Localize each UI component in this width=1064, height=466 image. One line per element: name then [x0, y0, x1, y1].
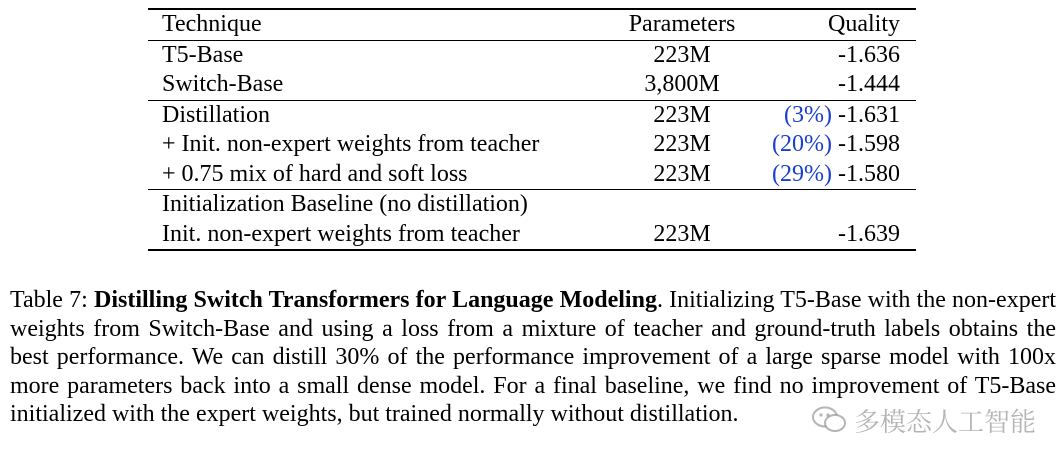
- table-body: [148, 41, 916, 250]
- table-row: [148, 190, 916, 220]
- header-technique: Technique: [162, 11, 262, 38]
- cell-quality: [772, 101, 916, 130]
- cell-parameters: 223M: [653, 220, 711, 247]
- cell-improvement-percent: (3%): [784, 101, 832, 128]
- header-quality: Quality: [828, 11, 900, 38]
- cell-quality-value: -1.580: [838, 160, 900, 187]
- cell-technique: Switch-Base: [162, 71, 284, 98]
- cell-technique: T5-Base: [162, 41, 244, 68]
- cell-parameters: 223M: [653, 160, 711, 187]
- cell-quality: [772, 130, 916, 159]
- table-row: [148, 41, 916, 71]
- bottom-rule: [148, 249, 916, 251]
- cell-technique: Distillation: [162, 101, 270, 128]
- table-row: [148, 101, 916, 131]
- cell-improvement-percent: (20%): [772, 131, 832, 158]
- cell-technique: + 0.75 mix of hard and soft loss: [162, 160, 468, 187]
- cell-quality: [772, 160, 916, 189]
- table-row: [148, 220, 916, 250]
- cell-parameters: 223M: [653, 41, 711, 68]
- cell-quality-value: -1.636: [838, 41, 900, 68]
- cell-quality-value: -1.598: [838, 131, 900, 158]
- cell-quality: [772, 41, 916, 70]
- cell-quality-value: -1.444: [838, 71, 900, 98]
- cell-technique: Initialization Baseline (no distillation): [162, 191, 528, 218]
- caption-label: Table 7:: [10, 287, 94, 313]
- cell-parameters: 223M: [653, 131, 711, 158]
- table-row: [148, 70, 916, 100]
- watermark: [812, 402, 1036, 438]
- results-table: [148, 8, 916, 251]
- cell-technique: Init. non-expert weights from teacher: [162, 220, 520, 247]
- caption-text: . Initializing T5-Base with the non-expert weights from Switch-Base and using a loss from a mixture of teacher and ground-truth labels obtains the best performance. We can distill 30% of the performance improvement of a large sparse model with 100x more parameters back into a small dense model. For a final baseline, we find no improvement of T5-Base initialized with the expert weights, but trained normally without distillation.: [10, 287, 1057, 428]
- cell-improvement-percent: (29%): [772, 160, 832, 187]
- cell-quality-value: -1.631: [838, 101, 900, 128]
- cell-technique: + Init. non-expert weights from teacher: [162, 131, 540, 158]
- cell-quality: [772, 70, 916, 99]
- caption-title: Distilling Switch Transformers for Language Modeling: [94, 287, 657, 313]
- cell-parameters: 3,800M: [644, 71, 720, 98]
- watermark-text: 多模态人工智能: [854, 407, 1037, 438]
- header-parameters: Parameters: [628, 11, 736, 38]
- header-row: [148, 10, 916, 40]
- cell-quality: [772, 220, 916, 249]
- table-row: [148, 130, 916, 160]
- table-row: [148, 160, 916, 190]
- cell-parameters: 223M: [653, 101, 711, 128]
- cell-quality-value: -1.639: [838, 220, 900, 247]
- wechat-icon: [812, 406, 846, 434]
